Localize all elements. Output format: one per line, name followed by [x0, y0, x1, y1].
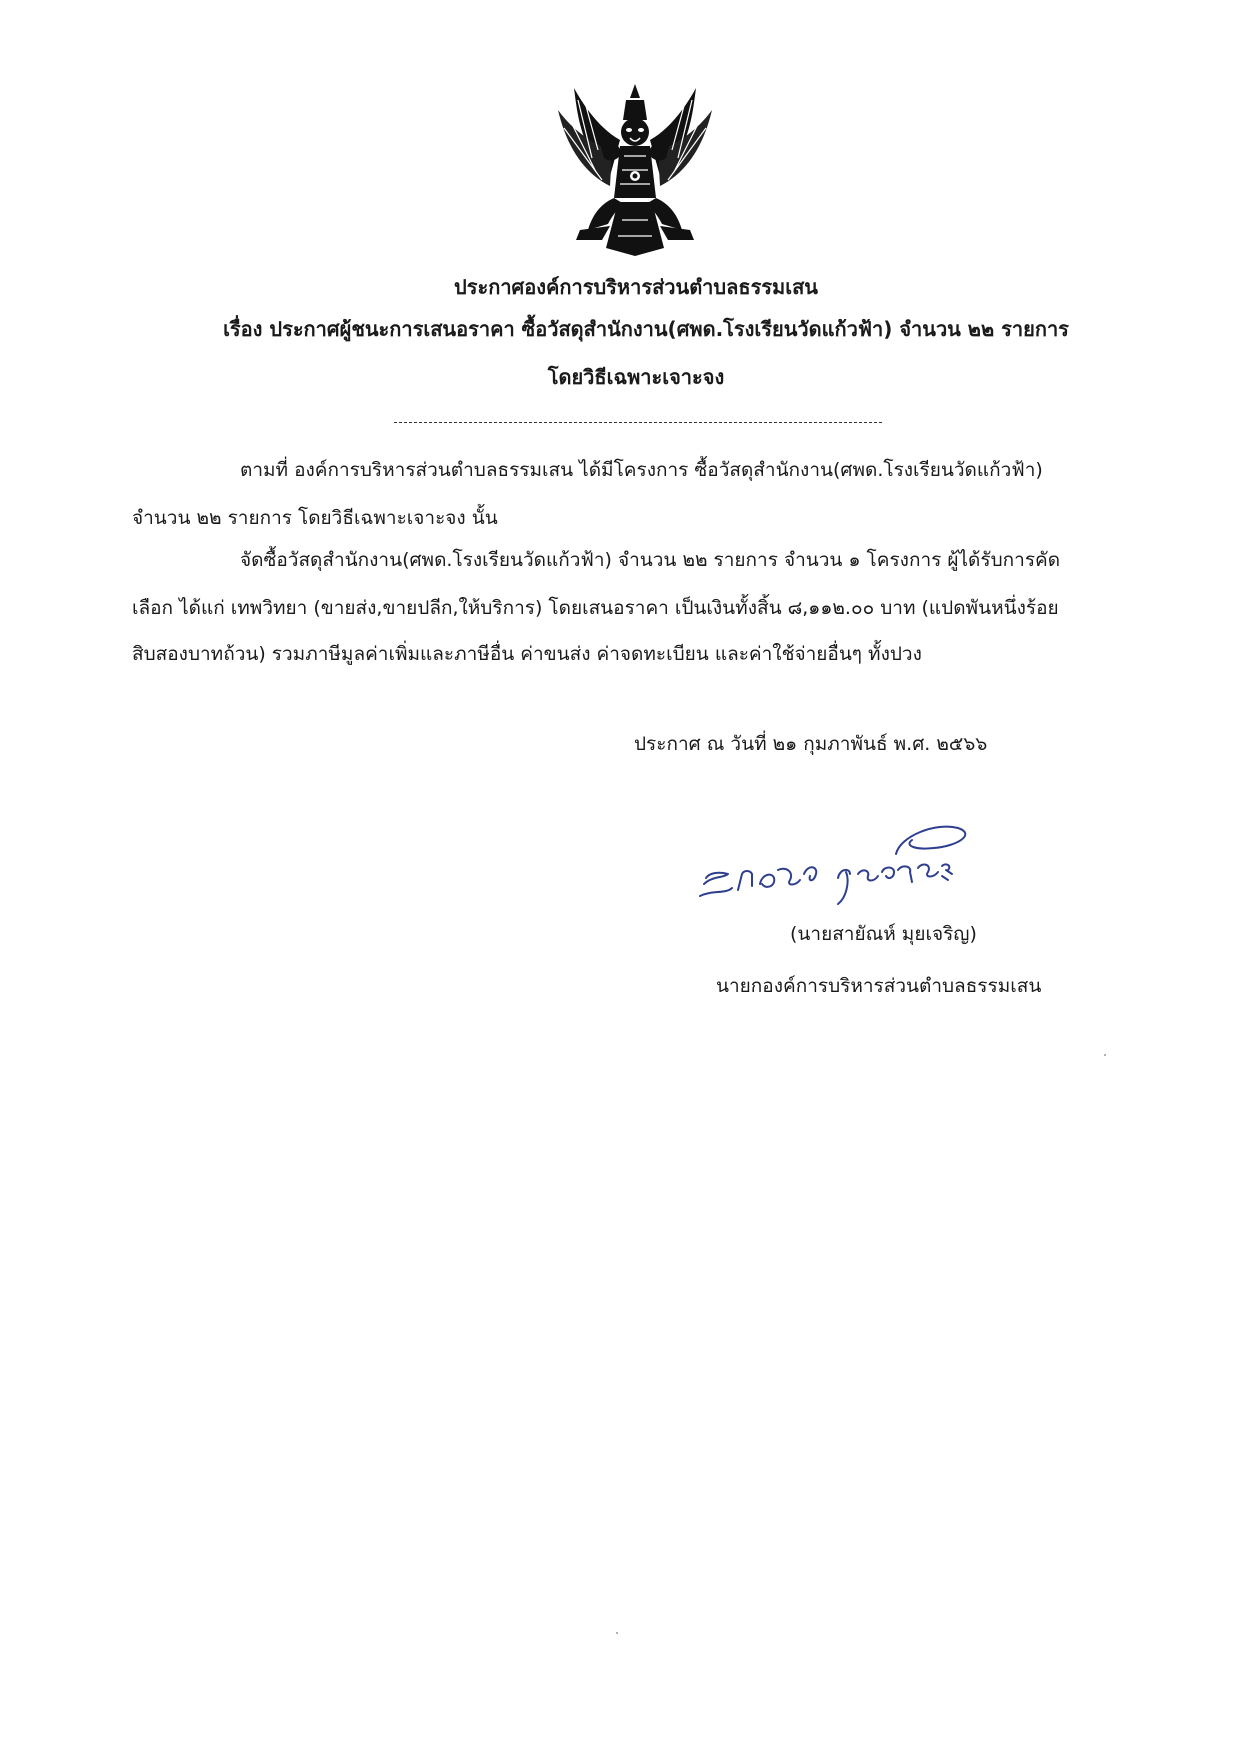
paragraph1-line2: จำนวน ๒๒ รายการ โดยวิธีเฉพาะเจาะจง นั้น — [132, 507, 498, 529]
heading-method: โดยวิธีเฉพาะเจาะจง — [547, 365, 725, 389]
paper-speck — [616, 1632, 618, 1634]
paragraph2-line1: จัดซื้อวัสดุสำนักงาน(ศพด.โรงเรียนวัดแก้วฟ้า) จำนวน ๒๒ รายการ จำนวน ๑ โครงการ ผู้ได้รับการคัด — [240, 549, 1061, 571]
announce-date: ประกาศ ณ วันที่ ๒๑ กุมภาพันธ์ พ.ศ. ๒๕๖๖ — [634, 733, 988, 755]
handwritten-signature — [690, 812, 980, 912]
paragraph2-line2: เลือก ได้แก่ เทพวิทยา (ขายส่ง,ขายปลีก,ให้บริการ) โดยเสนอราคา เป็นเงินทั้งสิ้น ๘,๑๑๒.๐๐ บาท (แปดพันหนึ่งร้อย — [132, 597, 1059, 619]
heading-divider — [394, 422, 882, 423]
signer-name: (นายสายัณห์ มุยเจริญ) — [790, 923, 977, 945]
paper-speck — [1104, 1054, 1106, 1056]
signer-title: นายกองค์การบริหารส่วนตำบลธรรมเสน — [716, 975, 1042, 997]
heading-organization: ประกาศองค์การบริหารส่วนตำบลธรรมเสน — [454, 275, 818, 299]
paragraph1-line1: ตามที่ องค์การบริหารส่วนตำบลธรรมเสน ได้มีโครงการ ซื้อวัสดุสำนักงาน(ศพด.โรงเรียนวัดแก้วฟ้า) — [240, 459, 1043, 481]
heading-subject: เรื่อง ประกาศผู้ชนะการเสนอราคา ซื้อวัสดุสำนักงาน(ศพด.โรงเรียนวัดแก้วฟ้า) จำนวน ๒๒ รายการ — [223, 317, 1069, 341]
garuda-emblem-icon — [552, 80, 718, 260]
paragraph2-line3: สิบสองบาทถ้วน) รวมภาษีมูลค่าเพิ่มและภาษีอื่น ค่าขนส่ง ค่าจดทะเบียน และค่าใช้จ่ายอื่นๆ ทั้งปวง — [132, 643, 922, 665]
